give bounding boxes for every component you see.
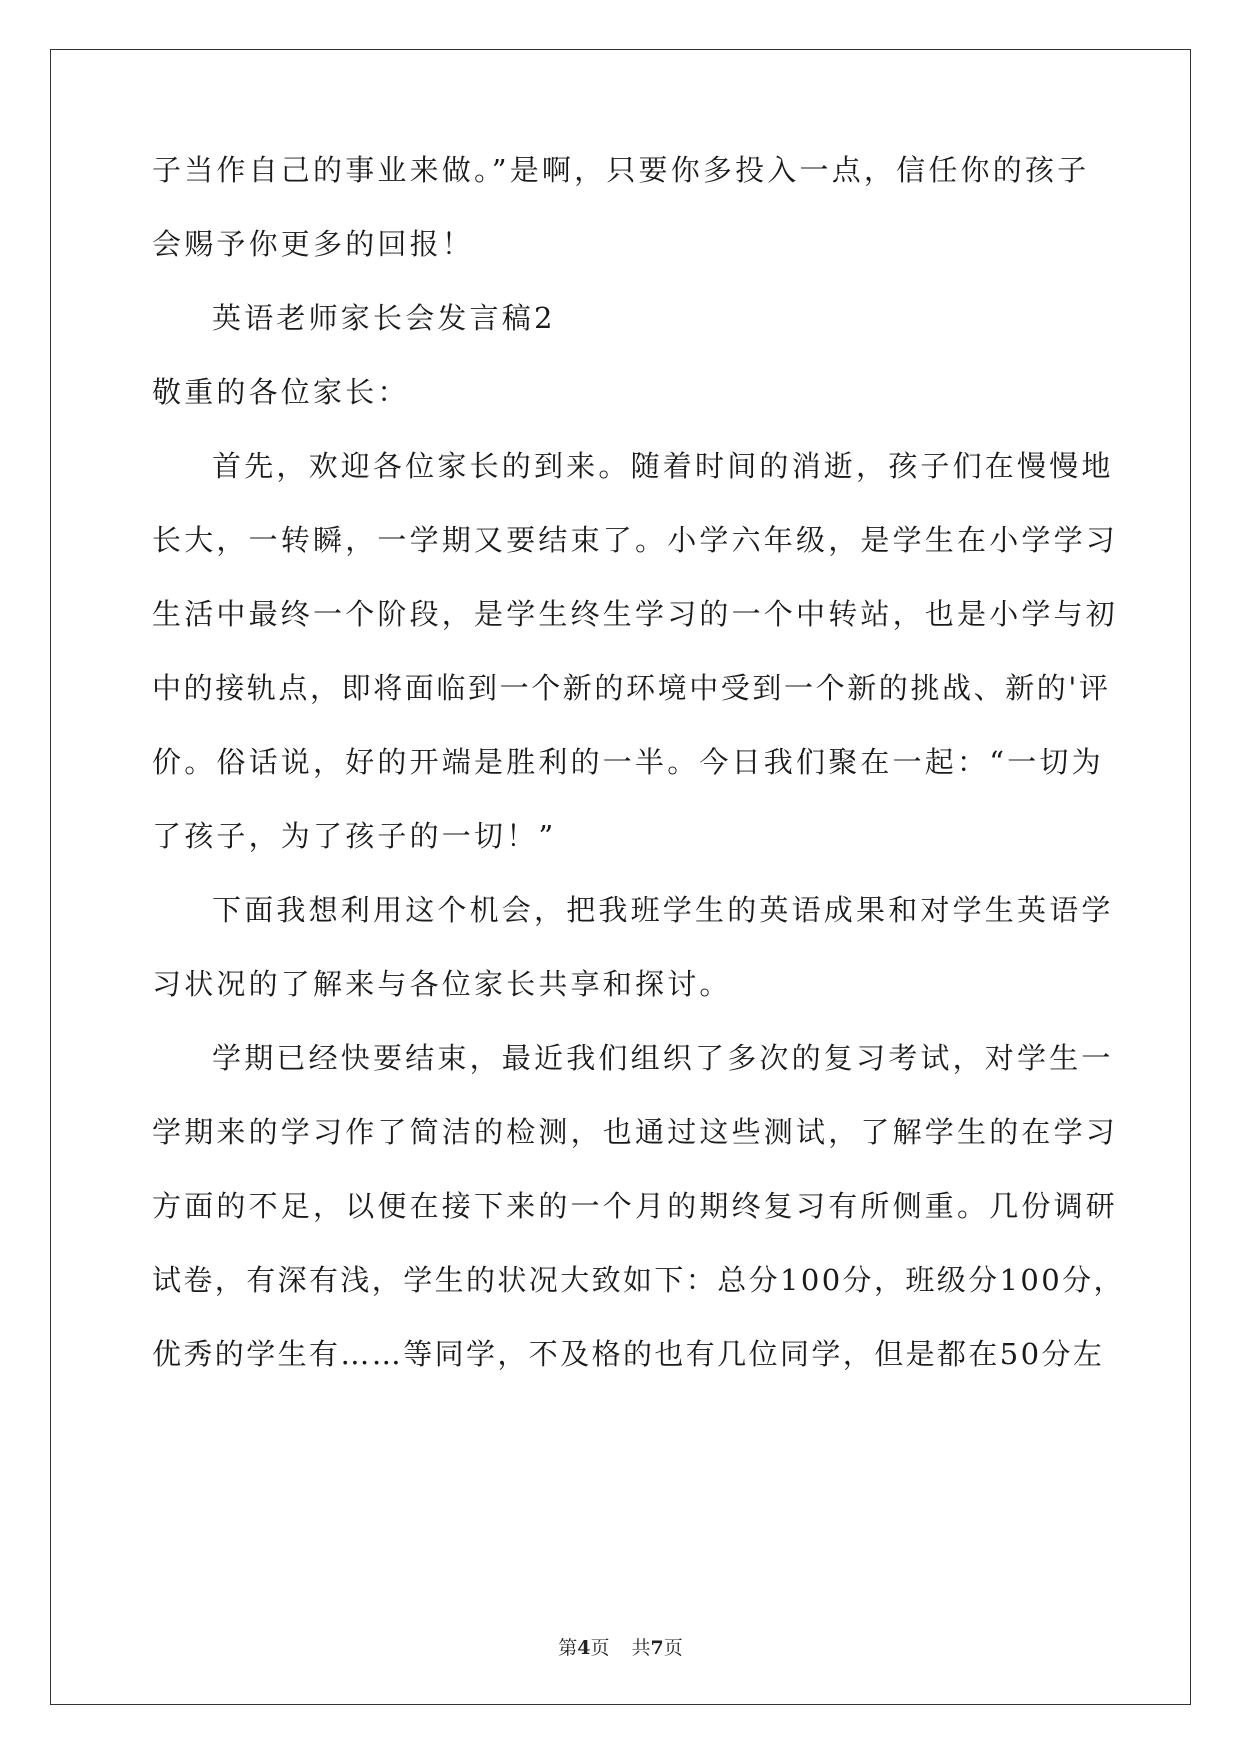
- body-line-8: 中的接轨点，即将面临到一个新的环境中受到一个新的挑战、新的'评: [152, 671, 1111, 705]
- section-heading: 英语老师家长会发言稿2: [212, 301, 556, 335]
- body-line-15: 方面的不足，以便在接下来的一个月的期终复习有所侧重。几份调研: [152, 1189, 1119, 1223]
- footer-total-pages: 7: [650, 1637, 664, 1659]
- footer-total-prefix: 共: [631, 1637, 651, 1659]
- body-line-7: 生活中最终一个阶段，是学生终生学习的一个中转站，也是小学与初: [152, 597, 1119, 631]
- salutation: 敬重的各位家长：: [152, 375, 410, 409]
- body-line-10: 了孩子，为了孩子的一切！”: [152, 819, 557, 853]
- body-line-17: 优秀的学生有……等同学，不及格的也有几位同学，但是都在50分左: [152, 1337, 1105, 1371]
- footer-total-suffix: 页: [663, 1637, 683, 1659]
- body-line-16: 试卷，有深有浅，学生的状况大致如下：总分100分，班级分100分，: [152, 1263, 1125, 1297]
- body-line-13: 学期已经快要结束，最近我们组织了多次的复习考试，对学生一: [212, 1041, 1114, 1075]
- body-line-11: 下面我想利用这个机会，把我班学生的英语成果和对学生英语学: [212, 893, 1114, 927]
- body-line-14: 学期来的学习作了简洁的检测，也通过这些测试，了解学生的在学习: [152, 1115, 1119, 1149]
- page-footer: [0, 1633, 1241, 1660]
- body-line-9: 价。俗话说，好的开端是胜利的一半。今日我们聚在一起：“一切为: [152, 745, 1104, 779]
- body-line-2: 会赐予你更多的回报！: [152, 227, 475, 261]
- body-line-5: 首先，欢迎各位家长的到来。随着时间的消逝，孩子们在慢慢地: [212, 449, 1114, 483]
- footer-page-suffix: 页: [590, 1637, 610, 1659]
- footer-page-prefix: 第: [558, 1637, 578, 1659]
- body-line-12: 习状况的了解来与各位家长共享和探讨。: [152, 967, 732, 1001]
- body-line-1: 子当作自己的事业来做。”是啊，只要你多投入一点，信任你的孩子: [152, 153, 1090, 187]
- body-line-6: 长大，一转瞬，一学期又要结束了。小学六年级，是学生在小学学习: [152, 523, 1119, 557]
- footer-current-page: 4: [577, 1637, 591, 1659]
